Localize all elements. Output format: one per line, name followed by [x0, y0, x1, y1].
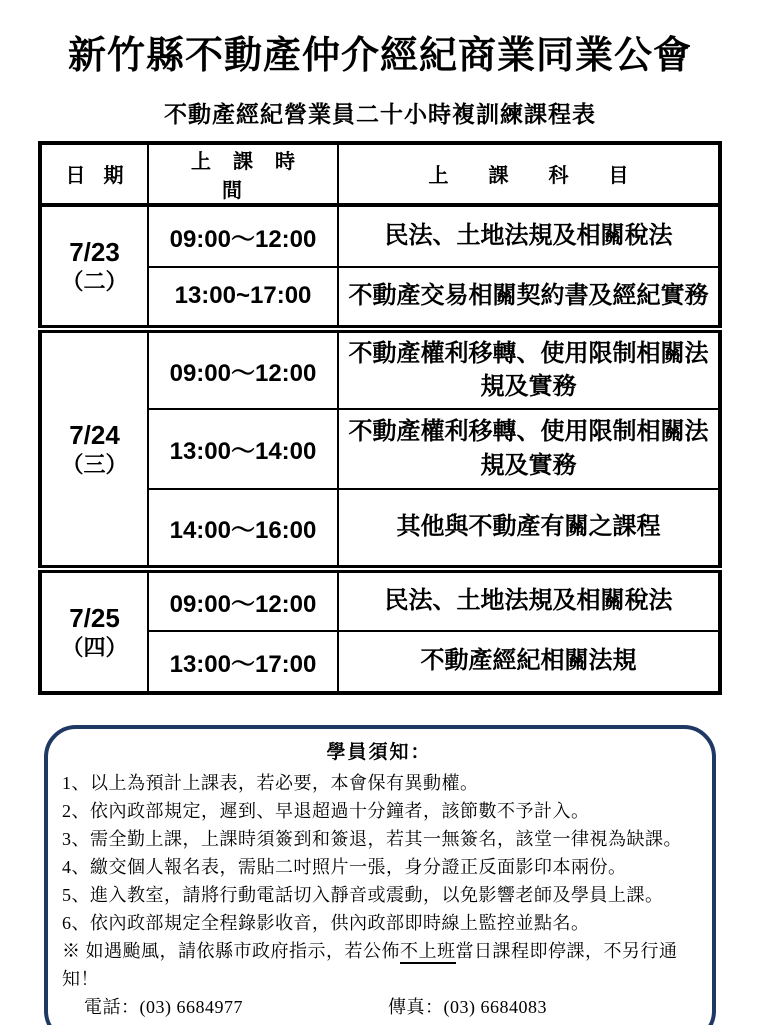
subject-cell: 民法、土地法規及相關稅法 — [338, 205, 720, 267]
typhoon-note-prefix: ※ 如遇颱風，請依縣市政府指示，若公佈 — [62, 940, 400, 961]
weekday-label: （四） — [61, 635, 128, 661]
time-cell: 09:00～12:00 — [148, 569, 338, 631]
table-row — [40, 329, 720, 409]
notice-item: 6、依內政部規定全程錄影收音，供內政部即時線上監控並點名。 — [62, 912, 590, 933]
notice-item: 1、以上為預計上課表，若必要，本會保有異動權。 — [62, 772, 479, 793]
weekday-label: （三） — [61, 452, 128, 478]
course-schedule-table — [38, 141, 722, 695]
subject-cell: 民法、土地法規及相關稅法 — [338, 569, 720, 631]
header-time: 上課時間 — [148, 143, 338, 205]
time-cell: 13:00~17:00 — [148, 267, 338, 329]
header-date: 日期 — [40, 143, 148, 205]
date-cell-723 — [40, 205, 148, 329]
subject-cell: 不動產權利移轉、使用限制相關法規及實務 — [338, 329, 720, 409]
weekday-label: （二） — [61, 269, 128, 295]
typhoon-note-suffix: 當日課程即停課，不另行通知！ — [62, 940, 678, 989]
table-header-row — [40, 143, 720, 205]
table-row — [40, 569, 720, 631]
fax-number: 傳真：(03) 6684083 — [388, 996, 547, 1017]
typhoon-note-underlined: 不上班 — [400, 941, 456, 964]
subject-cell: 不動產權利移轉、使用限制相關法規及實務 — [338, 409, 720, 489]
date-label: 7/23 — [69, 236, 120, 267]
notice-item: 3、需全勤上課，上課時須簽到和簽退，若其一無簽名，該堂一律視為缺課。 — [62, 828, 682, 849]
time-cell: 09:00～12:00 — [148, 329, 338, 409]
time-cell: 13:00～14:00 — [148, 409, 338, 489]
table-row — [40, 205, 720, 267]
notice-item: 5、進入教室，請將行動電話切入靜音或震動，以免影響老師及學員上課。 — [62, 884, 664, 905]
date-cell-725 — [40, 569, 148, 693]
notice-item: 2、依內政部規定，遲到、早退超過十分鐘者，該節數不予計入。 — [62, 800, 590, 821]
subject-cell: 不動產經紀相關法規 — [338, 631, 720, 693]
date-label: 7/25 — [69, 602, 120, 633]
date-label: 7/24 — [69, 419, 120, 450]
subject-cell: 其他與不動產有關之課程 — [338, 489, 720, 569]
notice-item: 4、繳交個人報名表，需貼二吋照片一張，身分證正反面影印本兩份。 — [62, 856, 627, 877]
page-title: 新竹縣不動產仲介經紀商業同業公會 — [67, 35, 692, 77]
subject-cell: 不動產交易相關契約書及經紀實務 — [338, 267, 720, 329]
header-subject: 上課科目 — [338, 143, 720, 205]
notice-title: 學員須知： — [326, 741, 432, 763]
typhoon-note — [62, 937, 696, 993]
page-subtitle: 不動產經紀營業員二十小時複訓練課程表 — [164, 100, 596, 127]
contact-row — [62, 993, 696, 1021]
time-cell: 13:00～17:00 — [148, 631, 338, 693]
student-notice-box — [44, 725, 716, 1025]
phone-number: 電話：(03) 6684977 — [84, 996, 243, 1017]
date-cell-724 — [40, 329, 148, 569]
time-cell: 09:00～12:00 — [148, 205, 338, 267]
time-cell: 14:00～16:00 — [148, 489, 338, 569]
